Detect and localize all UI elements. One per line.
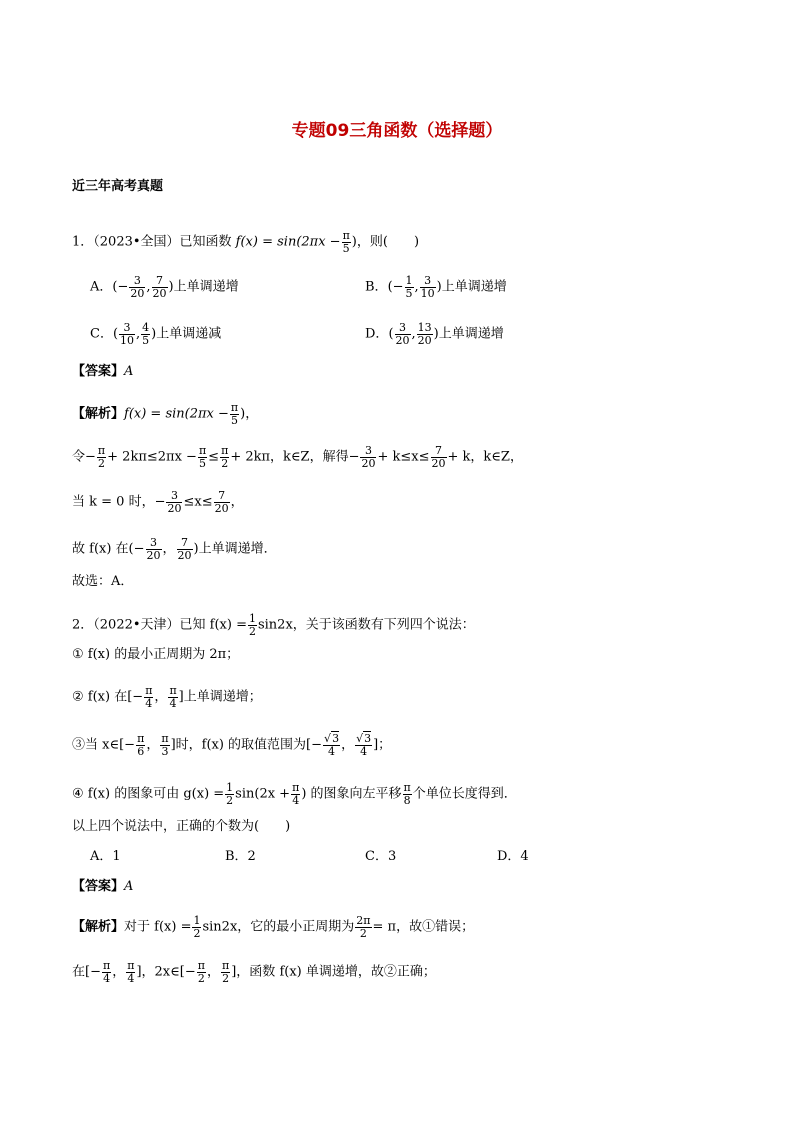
- q1-analysis-line-4: 故 f(x) 在(− $\frac{3}{20}$ ， $\frac{7}{20}$ )上单调递增．: [72, 536, 277, 562]
- q2-statement-1: ① f(x) 的最小正周期为 2π；: [72, 647, 240, 662]
- section-heading: 近三年高考真题: [72, 179, 164, 194]
- q2-analysis-line-1: 【解析】对于 f(x) = $\frac{1}{2}$ sin2x，它的最小正周期为 $\frac{2\pi}{2}$ = π，故①错误；: [72, 914, 475, 940]
- q2-statement-2: ② f(x) 在[− $\frac{\pi}{4}$ ， $\frac{\pi}{4}$ ]上单调递增；: [72, 684, 262, 710]
- q1-option-b: B．(− $\frac{1}{5}$ , $\frac{3}{10}$ )上单调递增: [365, 274, 507, 300]
- q1-option-a: A．(− $\frac{3}{20}$ , $\frac{7}{20}$ )上单调递增: [90, 274, 239, 300]
- q1-stem: 1．（2023•全国）已知函数 f(x) = sin(2πx − $\frac{\pi}{5}$ )，则( ): [72, 229, 420, 255]
- q2-statement-4: ④ f(x) 的图象可由 g(x) = $\frac{1}{2}$ sin(2x + $\frac{\pi}{4}$ ) 的图象向左平移 $\frac{\pi}{8}$ 个单位长度得到．: [72, 781, 517, 807]
- q1-analysis-line-5: 故选：A．: [72, 574, 134, 589]
- q1-answer: 【答案】A: [72, 364, 134, 379]
- q2-option-b: B．2: [225, 849, 256, 864]
- q2-option-d: D．4: [497, 849, 529, 864]
- q2-statement-3: ③当 x∈[− $\frac{\pi}{6}$ ， $\frac{\pi}{3}$ ]时，f(x) 的取值范围为[− $\frac{√3}{4}$ ， $\frac{√3}{4}$ ]；: [72, 732, 392, 758]
- q1-option-d: D．( $\frac{3}{20}$ , $\frac{13}{20}$ )上单调递增: [365, 321, 504, 347]
- q2-ask: 以上四个说法中，正确的个数为( ): [72, 819, 291, 834]
- page-title: 专题09三角函数（选择题）: [291, 121, 503, 141]
- q2-analysis-line-2: 在[− $\frac{\pi}{4}$ ， $\frac{\pi}{4}$ ]，2x∈[− $\frac{\pi}{2}$ ， $\frac{\pi}{2}$ ]，函数 f(x) 单调递增，故②正确；: [72, 959, 436, 985]
- q2-option-c: C．3: [365, 849, 397, 864]
- q2-option-a: A．1: [90, 849, 121, 864]
- q2-stem: 2．（2022•天津）已知 f(x) = $\frac{1}{2}$ sin2x，关于该函数有下列四个说法：: [72, 612, 475, 638]
- q1-option-c: C．( $\frac{3}{10}$ , $\frac{4}{5}$ )上单调递减: [90, 321, 222, 347]
- q1-analysis-line-3: 当 k = 0 时，− $\frac{3}{20}$ ≤x≤ $\frac{7}{20}$ ，: [72, 489, 244, 515]
- q1-analysis-line-2: 令− $\frac{\pi}{2}$ + 2kπ≤2πx − $\frac{\pi}{5}$ ≤ $\frac{\pi}{2}$ + 2kπ，k∈Z，解得− $\frac{3}{20}$ + k≤x≤ $\frac{7}{20}$ + k，k∈Z，: [72, 444, 523, 470]
- q1-analysis-line-1: 【解析】f(x) = sin(2πx − $\frac{\pi}{5}$ )，: [72, 401, 259, 427]
- q2-answer: 【答案】A: [72, 879, 134, 894]
